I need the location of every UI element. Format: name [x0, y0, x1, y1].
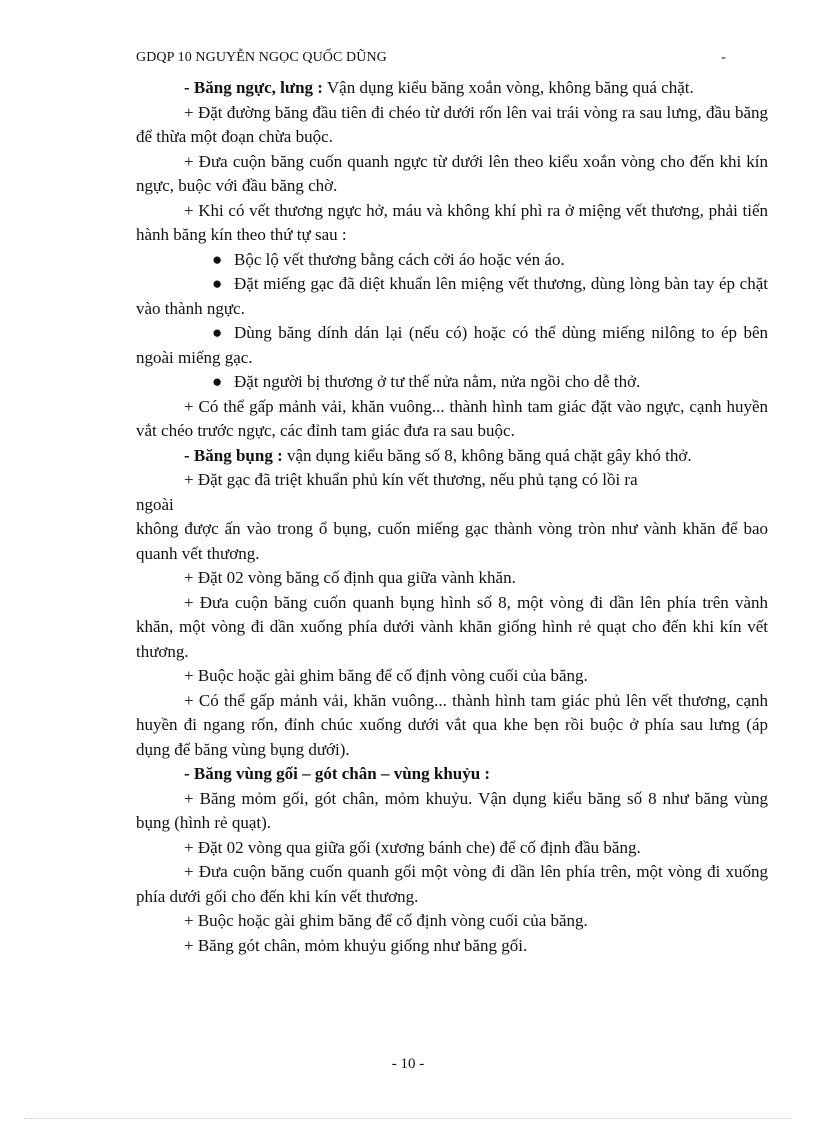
bullet-item — [136, 321, 768, 370]
paragraph: + Đưa cuộn băng cuốn quanh gối một vòng đi dần lên phía trên, một vòng đi xuống phía dưới gối cho đến khi kín vết thương. — [136, 862, 768, 906]
chest-back-intro: Vận dụng kiểu băng xoắn vòng, không băng quá chặt. — [322, 78, 694, 97]
paragraph: ngoài — [136, 494, 174, 514]
section-abdomen — [136, 444, 768, 469]
bullet-dot-icon: ● — [212, 274, 223, 293]
bullet-text: Đặt người bị thương ở tư thế nửa nằm, nửa ngồi cho dễ thở. — [234, 372, 641, 391]
bullet-item — [136, 272, 768, 321]
heading-chest-back: - Băng ngực, lưng : — [184, 78, 323, 97]
paragraph: + Băng mỏm gối, gót chân, mỏm khuỷu. Vận dụng kiểu băng số 8 như băng vùng bụng (hình rẻ quạt). — [136, 788, 768, 832]
paragraph: + Đặt 02 vòng qua giữa gối (xương bánh che) để cố định đầu băng. — [184, 837, 641, 857]
abdomen-intro: vận dụng kiểu băng số 8, không băng quá chặt gây khó thở. — [282, 445, 692, 465]
paragraph: + Có thể gấp mảnh vải, khăn vuông... thành hình tam giác đặt vào ngực, cạnh huyền vắt chéo trước ngực, các đỉnh tam giác đưa ra sau buộc. — [136, 396, 768, 440]
header-dash: - — [721, 50, 726, 65]
document-body — [136, 76, 768, 958]
page-bottom-divider — [24, 1118, 792, 1119]
section-chest-back — [136, 76, 768, 101]
paragraph: không được ấn vào trong ổ bụng, cuốn miếng gạc thành vòng tròn như vành khăn để bao quanh vết thương. — [136, 519, 768, 563]
bullet-dot-icon: ● — [212, 323, 223, 342]
heading-knee-heel-elbow: - Băng vùng gối – gót chân – vùng khuỷu : — [184, 764, 491, 783]
bullet-text: Đặt miếng gạc đã diệt khuẩn lên miệng vết thương, dùng lòng bàn tay ép chặt vào thành ngực. — [136, 274, 768, 318]
page-number: - 10 - — [391, 1056, 425, 1072]
paragraph: + Khi có vết thương ngực hở, máu và không khí phì ra ở miệng vết thương, phải tiến hành băng kín theo thứ tự sau : — [136, 200, 768, 244]
bullet-dot-icon: ● — [212, 372, 223, 391]
heading-abdomen: - Băng bụng : — [184, 445, 283, 465]
paragraph: + Băng gót chân, mỏm khuỷu giống như băng gối. — [184, 935, 528, 955]
paragraph: + Có thể gấp mảnh vải, khăn vuông... thành hình tam giác phủ lên vết thương, cạnh huyền đi ngang rốn, đỉnh chúc xuống dưới vắt qua khe bẹn rồi buộc ở phía sau lưng (áp dụng để băng vùng bụng dưới). — [136, 690, 768, 759]
paragraph: + Buộc hoặc gài ghim băng để cố định vòng cuối của băng. — [184, 911, 588, 930]
bullet-dot-icon: ● — [212, 249, 223, 269]
paragraph: + Đặt đường băng đầu tiên đi chéo từ dưới rốn lên vai trái vòng ra sau lưng, đầu băng để thừa một đoạn chừa buộc. — [136, 102, 768, 146]
paragraph: + Buộc hoặc gài ghim băng để cố định vòng cuối của băng. — [184, 666, 588, 685]
bullet-text: Dùng băng dính dán lại (nếu có) hoặc có thể dùng miếng nilông to ép bên ngoài miếng gạc. — [136, 323, 768, 367]
bullet-item — [136, 370, 768, 395]
bullet-item — [136, 248, 768, 273]
paragraph: + Đặt gạc đã triệt khuẩn phủ kín vết thương, nếu phủ tạng có lồi ra — [184, 470, 638, 489]
paragraph: + Đưa cuộn băng cuốn quanh ngực từ dưới lên theo kiểu xoắn vòng cho đến khi kín ngực, buộc với đầu băng chờ. — [136, 151, 768, 195]
header-title: GDQP 10 NGUYỄN NGỌC QUỐC DŨNG — [136, 50, 387, 65]
page-header — [136, 50, 726, 66]
paragraph: + Đưa cuộn băng cuốn quanh bụng hình số 8, một vòng đi dần lên phía trên vành khăn, một vòng đi dần xuống phía dưới vành khăn giống hình rẻ quạt cho đến khi kín vết thương. — [136, 592, 768, 661]
bullet-text: Bộc lộ vết thương bằng cách cởi áo hoặc vén áo. — [234, 249, 565, 269]
paragraph: + Đặt 02 vòng băng cố định qua giữa vành khăn. — [184, 568, 516, 587]
